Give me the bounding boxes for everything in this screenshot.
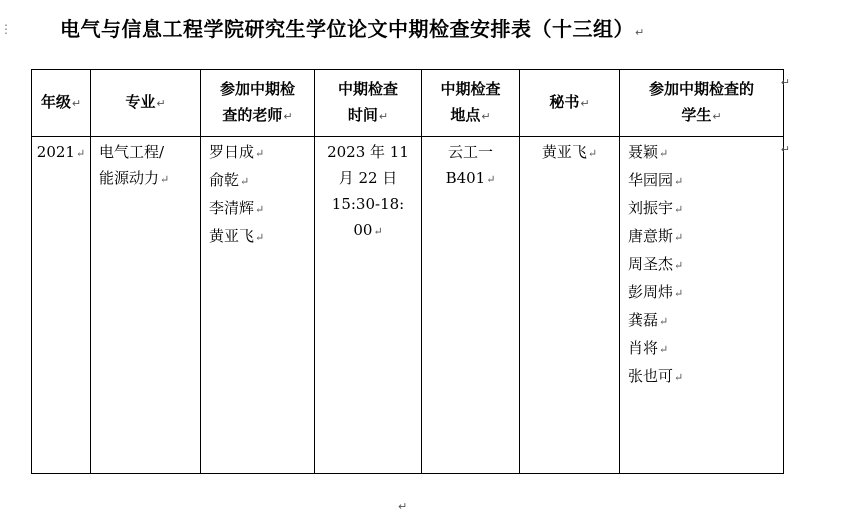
header-grade-text: 年级: [40, 93, 71, 111]
paragraph-mark: ↵: [75, 147, 86, 160]
student-item: [628, 363, 783, 391]
cell-secretary: [520, 137, 620, 474]
student-name: 唐意斯: [628, 227, 674, 245]
header-major: [91, 70, 201, 137]
teacher-item: [209, 223, 314, 251]
cell-major-line-1: 电气工程/: [99, 143, 165, 161]
header-time-line-1: 中期检查: [337, 80, 398, 98]
student-item: [628, 139, 783, 167]
paragraph-mark: ↵: [156, 97, 166, 110]
header-time-line-2: [315, 102, 421, 130]
cell-time-line-1: 2023 年 11: [327, 143, 409, 161]
cell-time-line-3: 15:30-18:: [331, 195, 405, 213]
student-item: [628, 251, 783, 279]
paragraph-mark: ↵: [587, 147, 598, 160]
cell-location-line-2: [422, 165, 519, 193]
paragraph-mark: ↵: [712, 110, 722, 123]
header-students-line-2-text: 学生: [681, 106, 712, 124]
header-location-line-1: 中期检查: [440, 80, 501, 98]
header-secretary: [520, 70, 620, 137]
cell-location-line-2-text: B401: [445, 169, 486, 187]
student-item: [628, 307, 783, 335]
cell-grade: [32, 137, 91, 474]
row-end-mark-header: ↵: [780, 76, 790, 89]
cell-time-line-4-text: 00: [353, 221, 373, 239]
paragraph-mark: ↵: [659, 315, 669, 328]
paragraph-mark: ↵: [659, 147, 669, 160]
cell-major: [91, 137, 201, 474]
teacher-item: [209, 139, 314, 167]
student-name: 刘振宇: [628, 199, 674, 217]
cell-major-line-2: [99, 165, 200, 193]
row-end-mark-body: ↵: [780, 143, 790, 156]
header-students-line-1: 参加中期检查的: [648, 80, 754, 98]
cell-location-line-1: 云工一: [447, 143, 493, 161]
paragraph-mark: ↵: [674, 175, 684, 188]
teacher-name: 黄亚飞: [209, 227, 255, 245]
header-teachers-line-2: [201, 102, 314, 130]
student-name: 华园园: [628, 171, 674, 189]
paragraph-mark: ↵: [674, 203, 684, 216]
paragraph-mark: ↵: [378, 110, 389, 123]
cell-time: [315, 137, 422, 474]
student-item: [628, 167, 783, 195]
cell-location: [422, 137, 520, 474]
header-location-line-2-text: 地点: [450, 106, 481, 124]
student-name: 肖将: [628, 339, 659, 357]
paragraph-mark: ↵: [283, 110, 293, 123]
header-location: [422, 70, 520, 137]
paragraph-mark: ↵: [481, 110, 491, 123]
header-time-line-2-text: 时间: [347, 106, 378, 124]
paragraph-mark: ↵: [373, 225, 383, 238]
header-teachers-line-2-text: 查的老师: [222, 106, 283, 124]
header-students: [620, 70, 784, 137]
paragraph-mark: ↵: [255, 147, 265, 160]
table-row: [32, 137, 784, 474]
student-name: 聂颖: [628, 143, 659, 161]
paragraph-mark: ↵: [635, 26, 645, 39]
paragraph-mark: ↵: [674, 371, 684, 384]
final-paragraph-mark: ↵: [398, 500, 408, 513]
teacher-item: [209, 195, 314, 223]
paragraph-mark: ↵: [674, 259, 684, 272]
document-title: [60, 13, 645, 42]
paragraph-mark: ↵: [255, 203, 265, 216]
header-grade: [32, 70, 91, 137]
paragraph-mark: ↵: [160, 173, 170, 186]
paragraph-mark: ↵: [240, 175, 250, 188]
cell-grade-text: 2021: [36, 143, 75, 161]
paragraph-mark: ↵: [255, 231, 265, 244]
paragraph-mark: ↵: [71, 97, 82, 110]
teacher-item: [209, 167, 314, 195]
cell-time-line-4: [315, 217, 421, 245]
student-name: 彭周炜: [628, 283, 674, 301]
student-name: 张也可: [628, 367, 674, 385]
teacher-name: 俞乾: [209, 171, 240, 189]
student-item: [628, 279, 783, 307]
paragraph-mark: ↵: [674, 287, 684, 300]
header-secretary-text: 秘书: [549, 93, 580, 111]
student-name: 周圣杰: [628, 255, 674, 273]
cell-time-line-2: 月 22 日: [338, 169, 398, 187]
student-item: [628, 195, 783, 223]
cell-students: [620, 137, 784, 474]
header-students-line-2: [620, 102, 783, 130]
cell-secretary-text: 黄亚飞: [541, 143, 587, 161]
header-major-text: 专业: [125, 93, 156, 111]
margin-marker: ⋮: [0, 22, 12, 36]
paragraph-mark: ↵: [674, 231, 684, 244]
student-item: [628, 335, 783, 363]
schedule-table: [31, 69, 784, 474]
cell-teachers: [201, 137, 315, 474]
table-header-row: [32, 70, 784, 137]
student-name: 龚磊: [628, 311, 659, 329]
student-item: [628, 223, 783, 251]
paragraph-mark: ↵: [659, 343, 669, 356]
header-time: [315, 70, 422, 137]
header-teachers: [201, 70, 315, 137]
cell-major-line-2-text: 能源动力: [99, 169, 160, 187]
document-title-text: 电气与信息工程学院研究生学位论文中期检查安排表（十三组）: [60, 17, 634, 41]
paragraph-mark: ↵: [486, 173, 496, 186]
paragraph-mark: ↵: [580, 97, 590, 110]
teacher-name: 李清辉: [209, 199, 255, 217]
header-teachers-line-1: 参加中期检: [219, 80, 295, 98]
teacher-name: 罗日成: [209, 143, 255, 161]
header-location-line-2: [422, 102, 519, 130]
